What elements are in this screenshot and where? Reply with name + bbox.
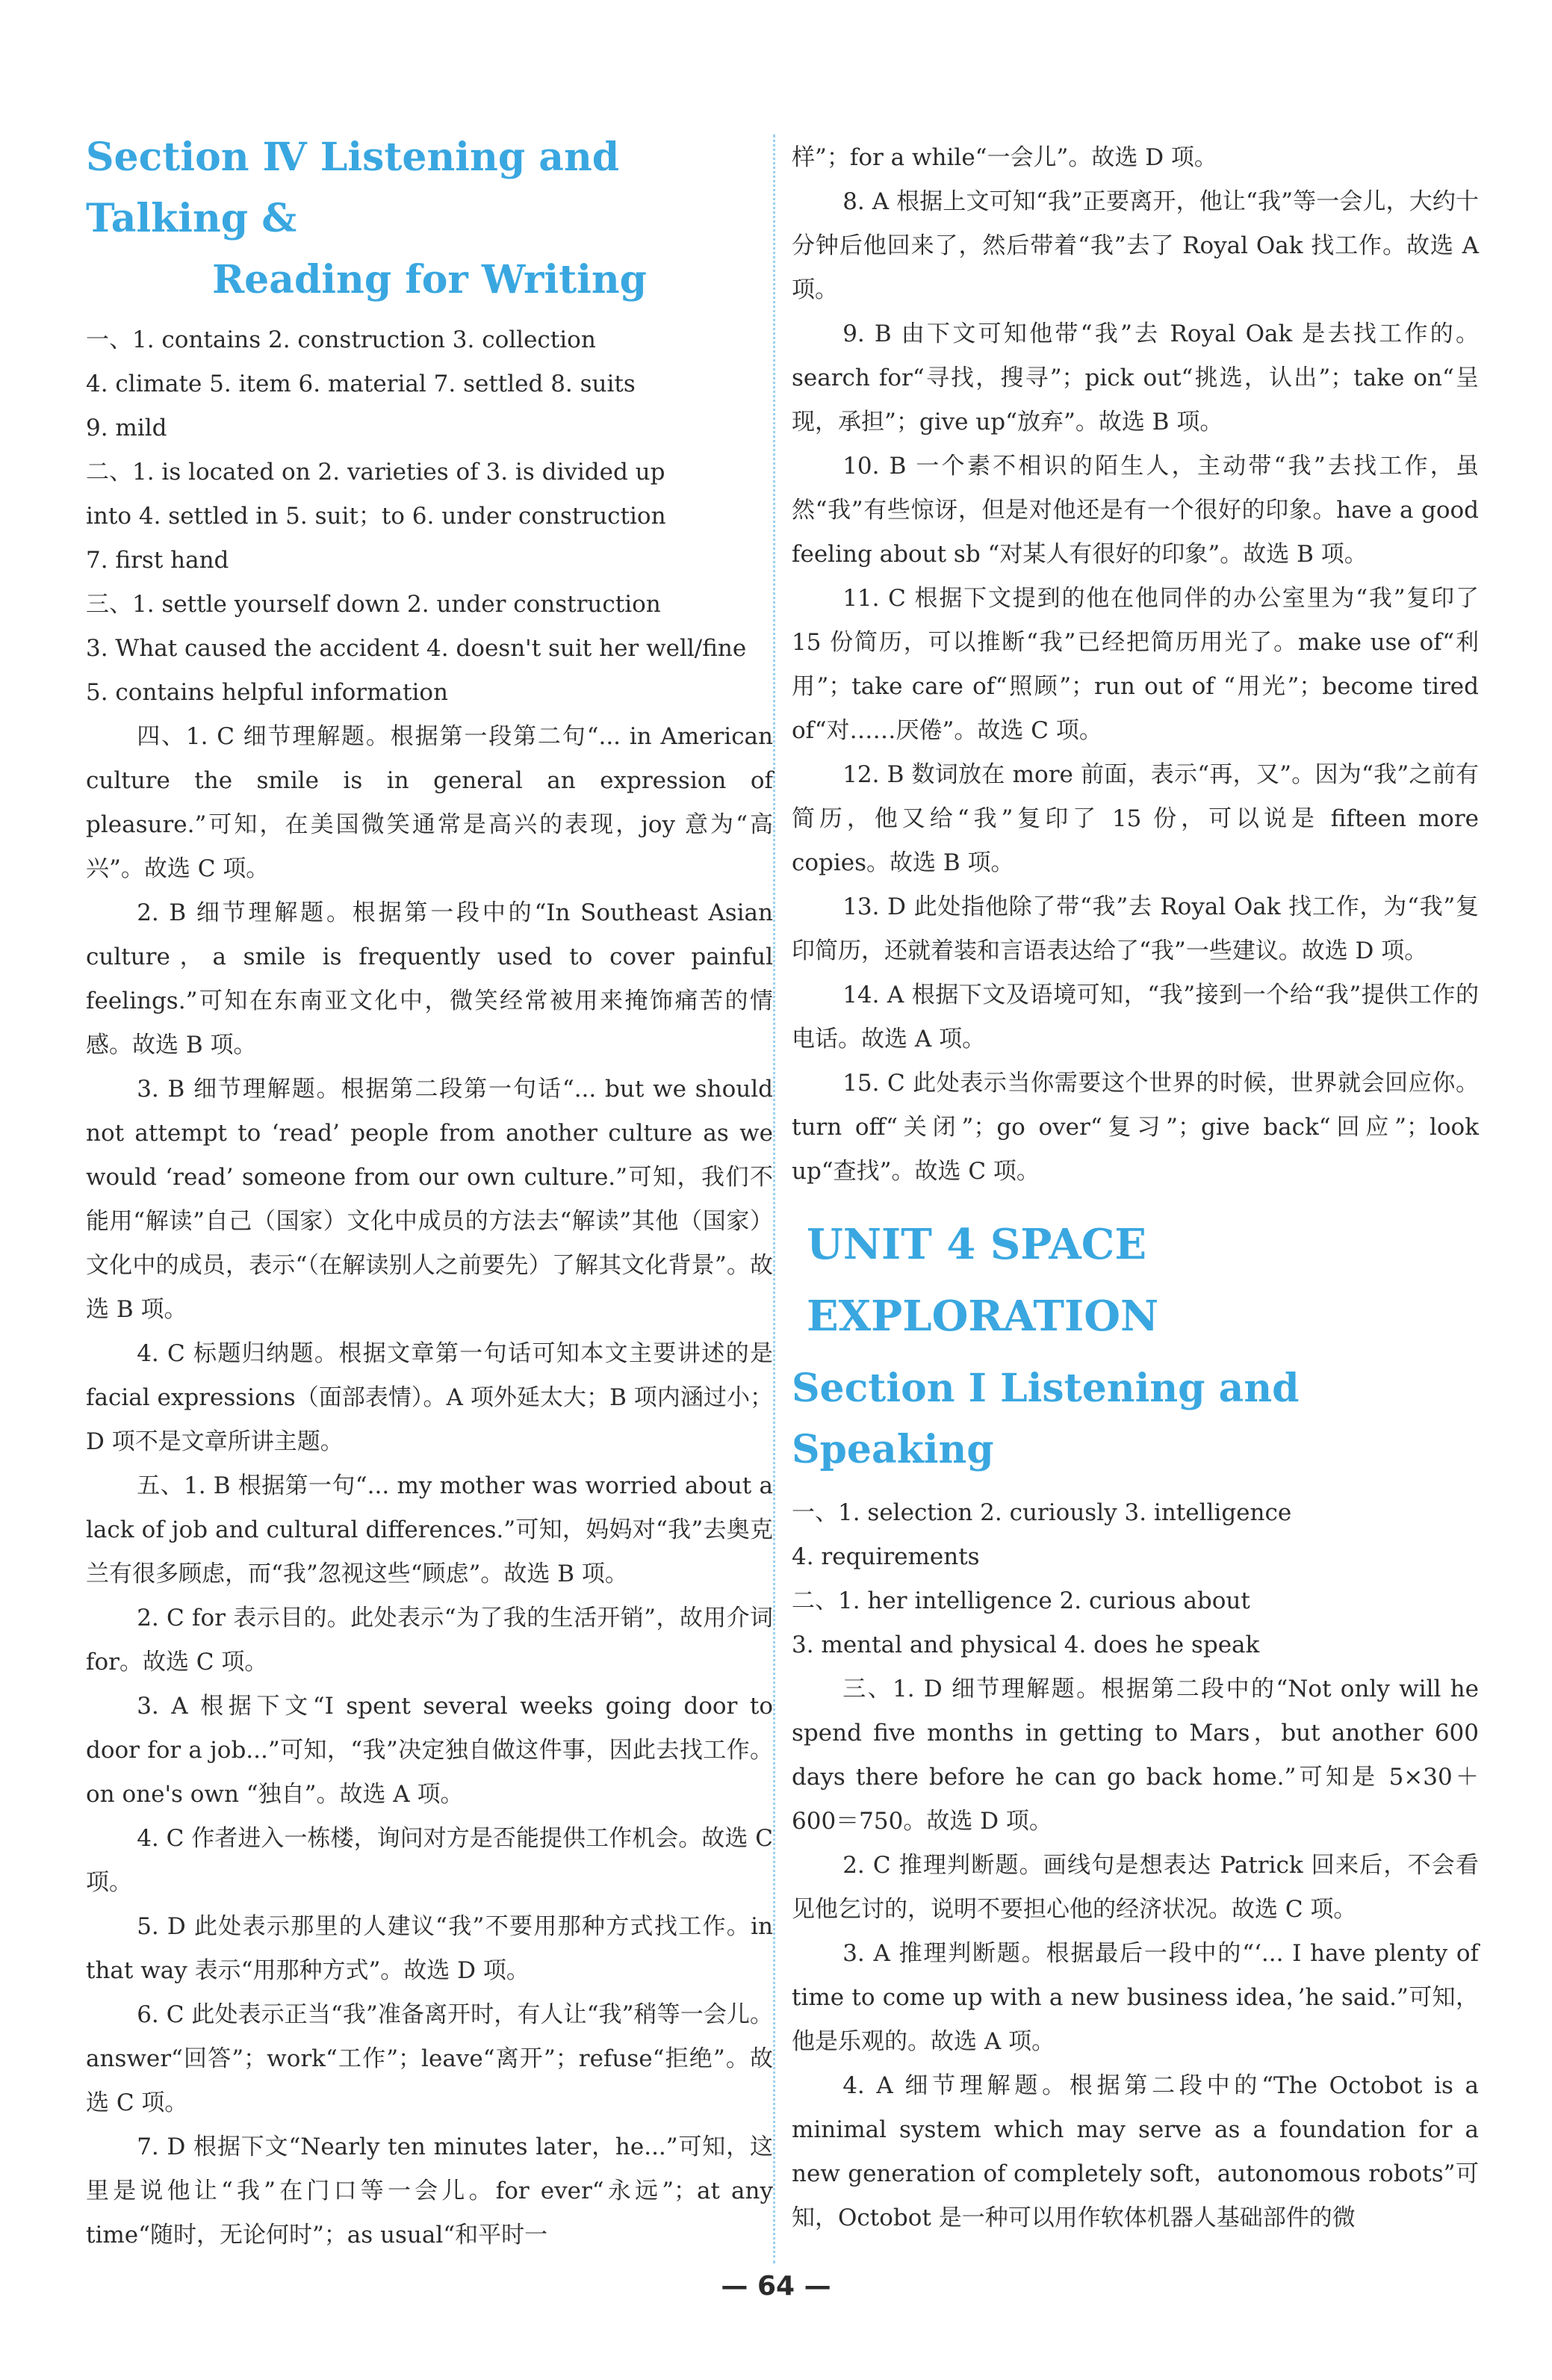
- answer-paragraph: 11. C 根据下文提到的他在他同伴的办公室里为“我”复印了 15 份简历，可以推断“我”已经把简历用光了。make use of“利用”；take care of“照顾”；run out of “用光”；become tired of“对……厌倦”。故选 C 项。: [792, 585, 1479, 744]
- answer-paragraph: 7. D 根据下文“Nearly ten minutes later，he...”可知，这里是说他让“我”在门口等一会儿。for ever“永远”；at any time“随时，无论何时”；as usual“和平时一: [86, 2133, 773, 2249]
- unit-title: UNIT 4 SPACE EXPLORATION: [807, 1220, 1159, 1341]
- answer-paragraph: 6. C 此处表示正当“我”准备离开时，有人让“我”稍等一会儿。answer“回答”；work“工作”；leave“离开”；refuse“拒绝”。故选 C 项。: [86, 2001, 773, 2116]
- answer-line: into 4. settled in 5. suit；to 6. under construction: [86, 503, 666, 530]
- answer-paragraph: 4. C 标题归纳题。根据文章第一句话可知本文主要讲述的是 facial expressions（面部表情）。A 项外延太大；B 项内涵过小；D 项不是文章所讲主题。: [86, 1340, 773, 1455]
- answer-paragraph: 15. C 此处表示当你需要这个世界的时候，世界就会回应你。turn off“关闭”；go over“复习”；give back“回应”；look up“查找”。故选 C 项。: [792, 1070, 1479, 1185]
- answer-line: 二、1. is located on 2. varieties of 3. is divided up: [86, 459, 665, 486]
- section-title: Section Ⅰ Listening and Speaking: [792, 1366, 1300, 1472]
- answer-paragraph: 四、1. C 细节理解题。根据第一段第二句“... in American culture the smile is in general an expression of pleasure.”可知，在美国微笑通常是高兴的表现，joy 意为“高兴”。故选 C 项。: [86, 723, 773, 882]
- section-title-line1: Section Ⅳ Listening and Talking &: [86, 134, 620, 241]
- answer-line: 一、1. selection 2. curiously 3. intelligence: [792, 1499, 1292, 1526]
- answer-line: 3. What caused the accident 4. doesn't suit her well/fine: [86, 635, 747, 662]
- answer-line: 二、1. her intelligence 2. curious about: [792, 1587, 1250, 1614]
- answer-paragraph: 2. B 细节理解题。根据第一段中的“In Southeast Asian culture，a smile is frequently used to cover painful feelings.”可知在东南亚文化中，微笑经常被用来掩饰痛苦的情感。故选 B 项。: [86, 899, 773, 1059]
- answer-paragraph: 样”；for a while“一会儿”。故选 D 项。: [792, 144, 1217, 171]
- answer-paragraph: 五、1. B 根据第一句“... my mother was worried about a lack of job and cultural differences.”可知，妈妈对“我”去奥克兰有很多顾虑，而“我”忽视这些“顾虑”。故选 B 项。: [86, 1472, 773, 1587]
- answer-paragraph: 8. A 根据上文可知“我”正要离开，他让“我”等一会儿，大约十分钟后他回来了，然后带着“我”去了 Royal Oak 找工作。故选 A 项。: [792, 188, 1479, 303]
- answer-paragraph: 14. A 根据下文及语境可知，“我”接到一个给“我”提供工作的电话。故选 A 项。: [792, 982, 1479, 1053]
- answer-paragraph: 4. C 作者进入一栋楼，询问对方是否能提供工作机会。故选 C 项。: [86, 1825, 773, 1896]
- answer-line: 3. mental and physical 4. does he speak: [792, 1631, 1260, 1658]
- answer-line: 9. mild: [86, 415, 167, 441]
- answer-paragraph: 2. C 推理判断题。画线句是想表达 Patrick 回来后，不会看见他乞讨的，说明不要担心他的经济状况。故选 C 项。: [792, 1852, 1479, 1923]
- answer-line: 三、1. settle yourself down 2. under construction: [86, 591, 661, 618]
- section-title-line2: Reading for Writing: [211, 257, 648, 303]
- answer-paragraph: 2. C for 表示目的。此处表示“为了我的生活开销”，故用介词 for。故选 C 项。: [86, 1605, 773, 1676]
- answer-paragraph: 5. D 此处表示那里的人建议“我”不要用那种方式找工作。in that way 表示“用那种方式”。故选 D 项。: [86, 1913, 773, 1984]
- answer-paragraph: 12. B 数词放在 more 前面，表示“再，又”。因为“我”之前有简历，他又给“我”复印了 15 份，可以说是 fifteen more copies。故选 B 项。: [792, 761, 1479, 876]
- answer-paragraph: 3. A 根据下文“I spent several weeks going door to door for a job...”可知，“我”决定独自做这件事，因此去找工作。on one's own “独自”。故选 A 项。: [86, 1693, 773, 1808]
- answer-line: 4. requirements: [792, 1543, 980, 1570]
- answer-line: 4. climate 5. item 6. material 7. settled 8. suits: [86, 371, 636, 397]
- answer-paragraph: 10. B 一个素不相识的陌生人，主动带“我”去找工作，虽然“我”有些惊讶，但是对他还是有一个很好的印象。have a good feeling about sb “对某人有很好的印象”。故选 B 项。: [792, 453, 1479, 568]
- answer-paragraph: 13. D 此处指他除了带“我”去 Royal Oak 找工作，为“我”复印简历，还就着装和言语表达给了“我”一些建议。故选 D 项。: [792, 893, 1479, 964]
- right-column: [792, 136, 1479, 2240]
- answer-paragraph: 3. B 细节理解题。根据第二段第一句话“... but we should not attempt to ‘read’ people from another culture as we would ‘read’ someone from our own culture.”可知，我们不能用“解读”自己（国家）文化中成员的方法去“解读”其他（国家）文化中的成员，表示“（在解读别人之前要先）了解其文化背景”。故选 B 项。: [86, 1076, 773, 1323]
- column-divider: [773, 134, 775, 2263]
- left-column: [86, 127, 773, 2257]
- answer-line: 5. contains helpful information: [86, 679, 448, 706]
- answer-paragraph: 9. B 由下文可知他带“我”去 Royal Oak 是去找工作的。search for“寻找，搜寻”；pick out“挑选，认出”；take on“呈现，承担”；give up“放弃”。故选 B 项。: [792, 320, 1479, 436]
- answer-line: 7. first hand: [86, 547, 229, 574]
- answer-paragraph: 三、1. D 细节理解题。根据第二段中的“Not only will he spend five months in getting to Mars，but another 600 days there before he can go back home.”可知是 5×30＋600＝750。故选 D 项。: [792, 1676, 1479, 1835]
- answer-line: 一、1. contains 2. construction 3. collection: [86, 326, 596, 353]
- answer-paragraph: 3. A 推理判断题。根据最后一段中的“‘... I have plenty of time to come up with a new business idea，’he said.”可知，他是乐观的。故选 A 项。: [792, 1940, 1479, 2055]
- page-number: — 64 —: [721, 2271, 831, 2302]
- answer-paragraph: 4. A 细节理解题。根据第二段中的“The Octobot is a minimal system which may serve as a foundation for a new generation of completely soft，autonomous robots”可知，Octobot 是一种可以用作软体机器人基础部件的微: [792, 2072, 1479, 2231]
